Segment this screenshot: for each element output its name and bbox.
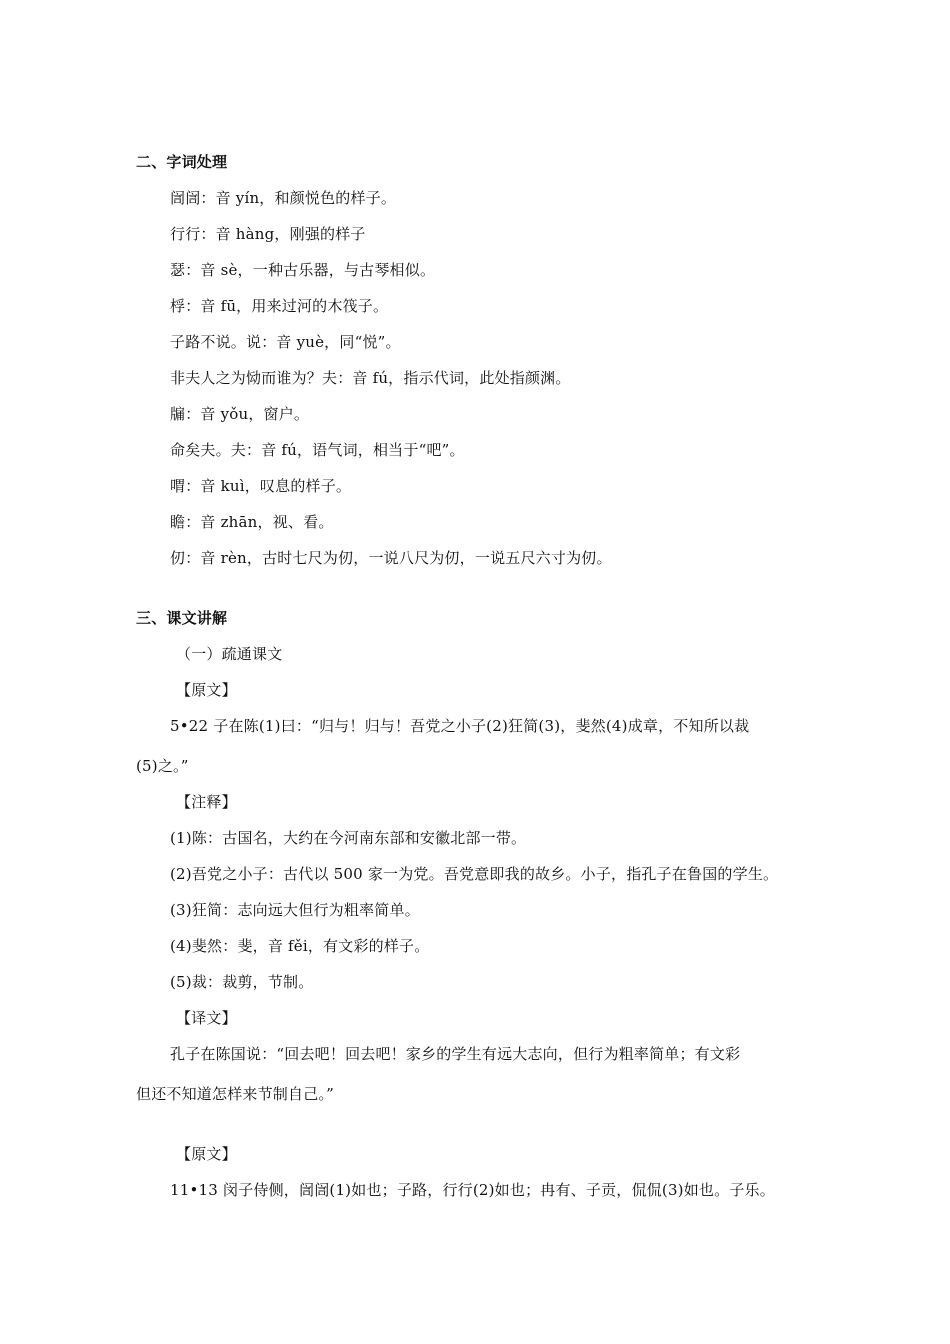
section-heading-vocabulary: 二、字词处理 (136, 153, 228, 171)
vocab-item: 行行：音 hàng，刚强的样子 (170, 225, 366, 243)
vocab-item: 非夫人之为恸而谁为？夫：音 fú，指示代词，此处指颜渊。 (170, 369, 571, 387)
note-item: (2)吾党之小子：古代以 500 家一为党。吾党意即我的故乡。小子，指孔子在鲁国的学生。 (170, 865, 779, 883)
subsection-heading: （一）疏通课文 (176, 645, 283, 663)
note-item: (1)陈：古国名，大约在今河南东部和安徽北部一带。 (170, 829, 527, 847)
translation-label: 【译文】 (176, 1009, 237, 1027)
note-item: (4)斐然：斐，音 fěi，有文彩的样子。 (170, 937, 430, 955)
vocab-item: 命矣夫。夫：音 fú，语气词，相当于“吧”。 (170, 441, 465, 459)
original-text: 11•13 闵子侍侧，訚訚(1)如也；子路，行行(2)如也；冉有、子贡，侃侃(3)如也。子乐。 (170, 1181, 775, 1199)
vocab-item: 牖：音 yǒu，窗户。 (170, 405, 310, 423)
original-label: 【原文】 (176, 1145, 237, 1163)
vocab-item: 仞：音 rèn，古时七尺为仞，一说八尺为仞，一说五尺六寸为仞。 (170, 549, 612, 567)
section-heading-lesson: 三、课文讲解 (136, 609, 228, 627)
note-item: (5)裁：裁剪，节制。 (170, 973, 314, 991)
vocab-item: 瑟：音 sè，一种古乐器，与古琴相似。 (170, 261, 436, 279)
vocab-item: 喟：音 kuì，叹息的样子。 (170, 477, 352, 495)
translation-text: 孔子在陈国说：“回去吧！回去吧！家乡的学生有远大志向，但行为粗率简单；有文彩 (170, 1045, 741, 1063)
original-label: 【原文】 (176, 681, 237, 699)
note-item: (3)狂简：志向远大但行为粗率简单。 (170, 901, 420, 919)
original-text: (5)之。” (136, 757, 189, 775)
vocab-item: 桴：音 fū，用来过河的木筏子。 (170, 297, 389, 315)
translation-text: 但还不知道怎样来节制自己。” (136, 1085, 334, 1103)
vocab-item: 子路不说。说：音 yuè，同“悦”。 (170, 333, 401, 351)
vocab-item: 瞻：音 zhān，视、看。 (170, 513, 334, 531)
notes-label: 【注释】 (176, 793, 237, 811)
original-text: 5•22 子在陈(1)曰：“归与！归与！吾党之小子(2)狂简(3)，斐然(4)成章，不知所以裁 (170, 717, 750, 735)
vocab-item: 訚訚：音 yín，和颜悦色的样子。 (170, 189, 397, 207)
